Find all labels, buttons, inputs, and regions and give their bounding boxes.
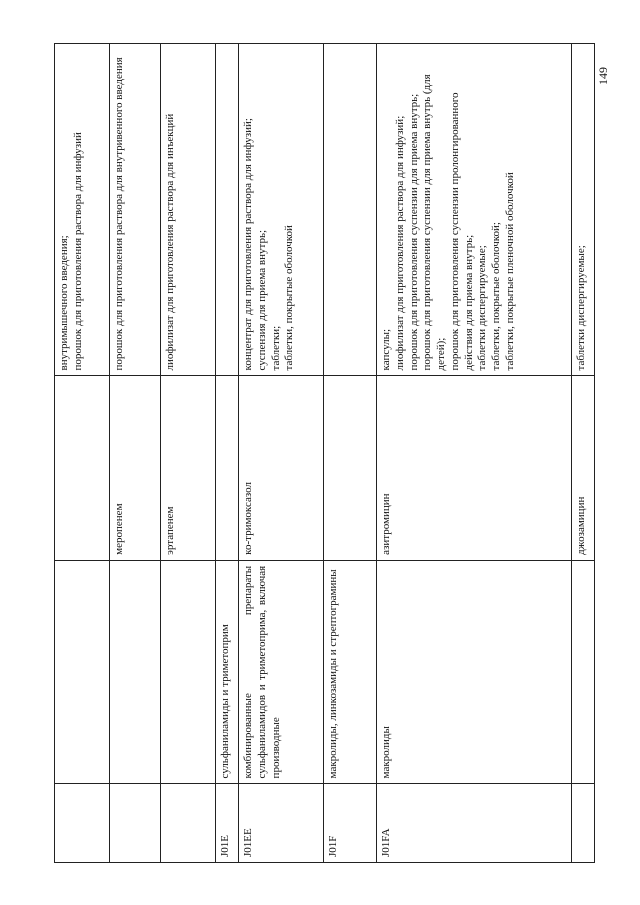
form-line: таблетки, покрытые пленочной оболочкой [503,172,516,371]
form-line: таблетки; [269,325,282,371]
drug-cell: джозамицин [572,376,595,560]
group-cell [110,560,161,784]
group-cell: макролиды, линкозамиды и стрептограмины [324,560,377,784]
drug-cell [216,376,239,560]
forms-cell [324,44,377,376]
form-line: суспензия для приема внутрь; [255,229,268,371]
form-line: лиофилизат для приготовления раствора для инфузий; [393,115,406,371]
drug-cell [324,376,377,560]
drug-cell: меропенем [110,376,161,560]
table-row [377,44,572,863]
drug-cell [55,376,110,560]
atc-code-cell: J01E [216,784,239,863]
atc-code-cell [161,784,216,863]
atc-code-cell [110,784,161,863]
form-line: внутримышечного введения; [58,235,70,371]
form-line: капсулы; [380,328,392,371]
form-line: порошок для приготовления суспензии для приема внутрь; [407,93,420,371]
forms-cell [239,44,324,376]
table-row [324,44,377,863]
form-line: порошок для приготовления суспензии для приема внутрь (для детей); [421,74,447,371]
group-cell: сульфаниламиды и триметоприм [216,560,239,784]
table-row [110,44,161,863]
forms-cell [161,44,216,376]
forms-cell [55,44,110,376]
atc-code-cell: J01F [324,784,377,863]
form-line: таблетки, покрытые оболочкой [283,225,296,371]
group-cell [572,560,595,784]
forms-cell [216,44,239,376]
group-cell [55,560,110,784]
group-cell: макролиды [377,560,572,784]
form-line: таблетки диспергируемые; [575,245,587,371]
page-number: 149 [596,67,610,85]
atc-code-cell [55,784,110,863]
forms-cell [110,44,161,376]
drug-cell: эртапенем [161,376,216,560]
form-line: таблетки диспергируемые; [476,245,489,371]
table-row [239,44,324,863]
table-row [572,44,595,863]
form-line: порошок для приготовления раствора для внутривенного введения [113,57,125,371]
table-row [216,44,239,863]
drug-table [54,43,595,863]
form-line: порошок для приготовления раствора для инфузий [71,132,84,371]
group-cell [161,560,216,784]
group-cell: комбинированные препараты сульфаниламидов и триметоприма, включая производные [239,560,324,784]
table-row [55,44,110,863]
drug-cell: ко-тримоксазол [239,376,324,560]
form-line: порошок для приготовления суспензии пролонгированного действия для приема внутрь; [448,92,475,371]
table-row [161,44,216,863]
form-line: концентрат для приготовления раствора для инфузий; [242,118,254,371]
form-line: таблетки, покрытые оболочкой; [490,222,502,371]
forms-cell [377,44,572,376]
atc-code-cell: J01FA [377,784,572,863]
atc-code-cell: J01EE [239,784,324,863]
form-line: лиофилизат для приготовления раствора для инъекций [164,113,176,371]
atc-code-cell [572,784,595,863]
drug-cell: азитромицин [377,376,572,560]
forms-cell [572,44,595,376]
